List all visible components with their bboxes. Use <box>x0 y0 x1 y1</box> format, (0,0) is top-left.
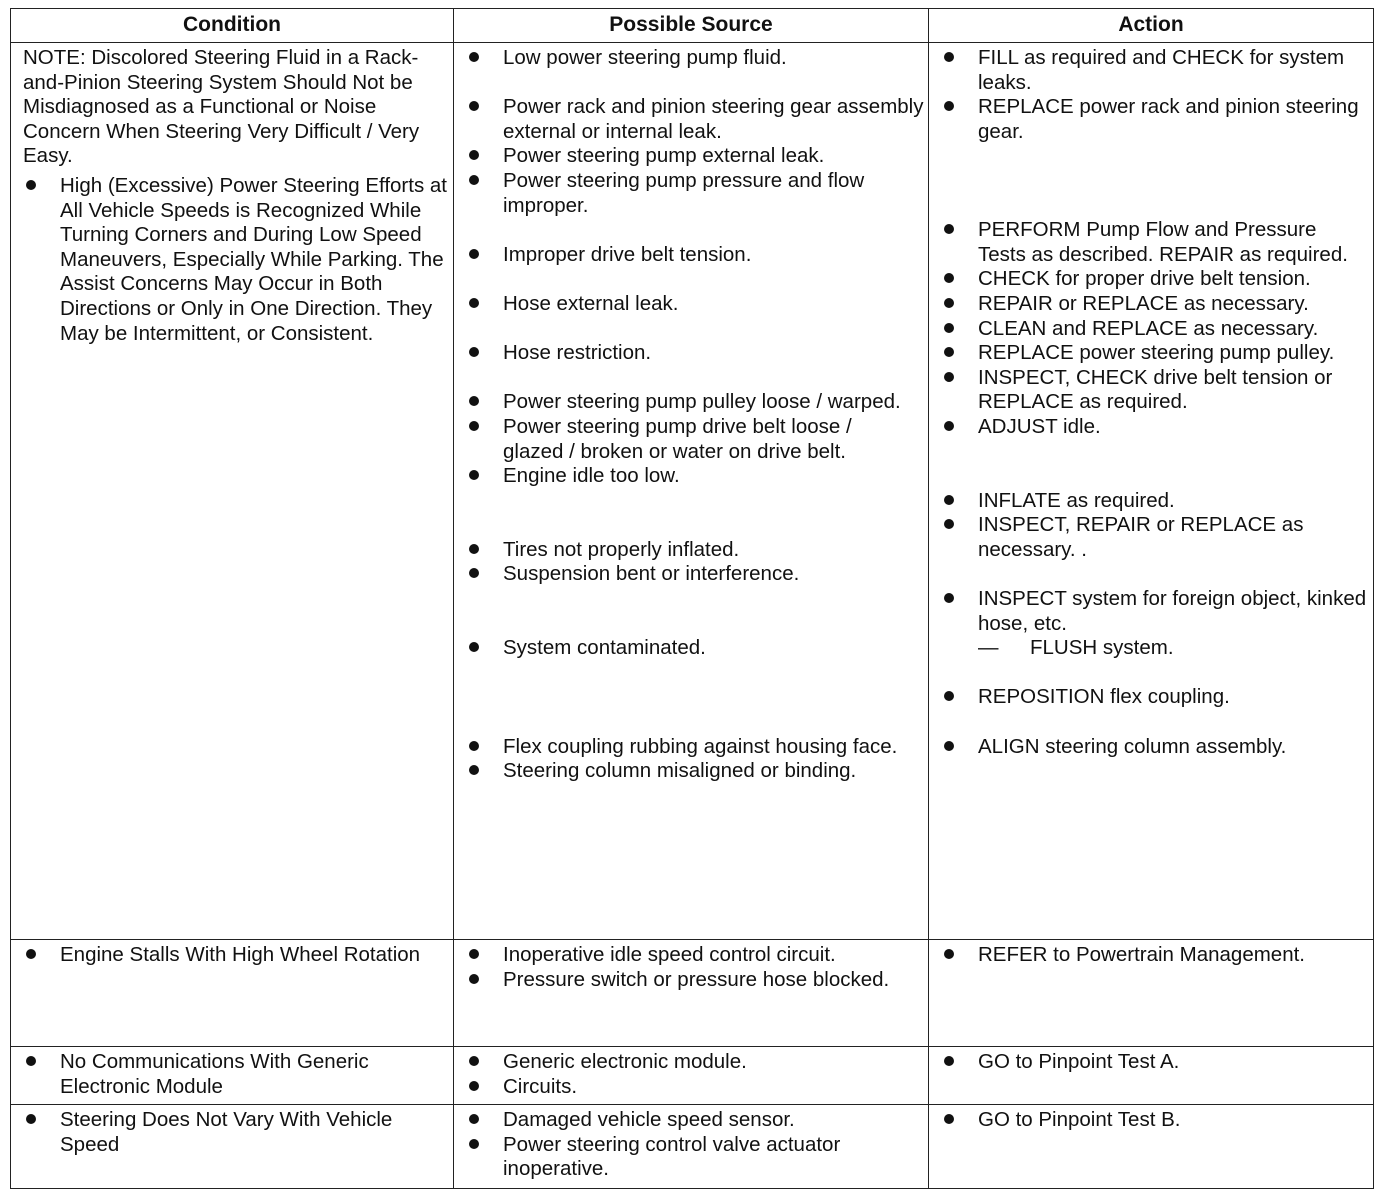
header-condition: Condition <box>11 9 454 43</box>
condition-cell <box>11 1047 454 1105</box>
diagnosis-table-page <box>10 8 1373 1189</box>
source-item <box>466 636 924 661</box>
action-item <box>941 317 1369 342</box>
header-action: Action <box>929 9 1374 43</box>
source-cell <box>454 1105 929 1189</box>
note-text: NOTE: Discolored Steering Fluid in a Rack-and-Pinion Steering System Should Not be Misdiagnosed as a Functional or Noise Concern When Steering Very Difficult / Very Easy. <box>23 46 420 168</box>
action-text: FILL as required and CHECK for system leaks. <box>978 46 1345 94</box>
action-item <box>941 513 1369 562</box>
action-item <box>941 267 1369 292</box>
source-text: Generic electronic module. <box>503 1050 747 1073</box>
action-item <box>941 1050 1369 1075</box>
condition-item <box>23 943 449 968</box>
action-item <box>941 489 1369 514</box>
source-cell <box>454 940 929 1047</box>
table-row <box>11 43 1374 940</box>
source-item <box>466 1108 924 1133</box>
action-text: REPAIR or REPLACE as necessary. <box>978 291 1309 315</box>
source-text: Suspension bent or interference. <box>503 562 800 586</box>
action-item <box>941 587 1369 636</box>
bullet-icon <box>469 1139 479 1149</box>
action-text: ALIGN steering column assembly. <box>978 734 1287 758</box>
source-text: Power steering pump drive belt loose / glazed / broken or water on drive belt. <box>503 414 852 463</box>
action-text: GO to Pinpoint Test B. <box>978 1108 1181 1131</box>
source-text: Hose restriction. <box>503 341 652 365</box>
source-text: Circuits. <box>503 1074 578 1098</box>
source-item <box>466 415 924 464</box>
action-item <box>941 1108 1369 1133</box>
source-item <box>466 46 924 71</box>
condition-text: Steering Does Not Vary With Vehicle Speed <box>60 1108 393 1156</box>
bullet-icon <box>26 1114 36 1124</box>
action-item <box>941 46 1369 95</box>
source-text: Power rack and pinion steering gear assembly external or internal leak. <box>503 95 924 143</box>
source-text: Hose external leak. <box>503 291 679 315</box>
action-text: ADJUST idle. <box>978 414 1101 438</box>
source-item <box>466 943 924 968</box>
source-item <box>466 243 924 268</box>
dash-mark: — <box>978 636 999 660</box>
action-text: REPLACE power steering pump pulley. <box>978 341 1335 365</box>
diagnosis-table <box>10 8 1374 1189</box>
action-text: REFER to Powertrain Management. <box>978 943 1305 966</box>
bullet-icon <box>944 1056 954 1066</box>
bullet-icon <box>26 1056 36 1066</box>
source-item <box>466 341 924 366</box>
source-item <box>466 1050 924 1075</box>
condition-text: High (Excessive) Power Steering Efforts at All Vehicle Speeds is Recognized While Turning Corners and During Low Speed Maneuvers, Especially While Parking. The Assist Concerns May Occur in Both Directions or Only in One Direction. They May be Intermittent, or Consistent. <box>60 173 447 345</box>
action-cell <box>929 1105 1374 1189</box>
source-text: Low power steering pump fluid. <box>503 46 787 69</box>
source-text: Flex coupling rubbing against housing face. <box>503 734 898 758</box>
action-text: INFLATE as required. <box>978 488 1175 512</box>
source-item <box>466 95 924 144</box>
source-item <box>466 1075 924 1100</box>
condition-item <box>23 1108 449 1157</box>
action-item <box>941 415 1369 440</box>
bullet-icon <box>944 519 954 529</box>
action-item <box>941 218 1369 267</box>
bullet-icon <box>944 593 954 603</box>
condition-text: Engine Stalls With High Wheel Rotation <box>60 943 421 966</box>
source-item <box>466 464 924 489</box>
condition-cell <box>11 940 454 1047</box>
table-row <box>11 1105 1374 1189</box>
bullet-icon <box>944 224 954 234</box>
bullet-icon <box>469 470 479 480</box>
source-item <box>466 144 924 169</box>
action-item <box>941 366 1369 415</box>
source-text: Pressure switch or pressure hose blocked. <box>503 967 890 991</box>
source-text: Damaged vehicle speed sensor. <box>503 1108 795 1131</box>
action-text: INSPECT, REPAIR or REPLACE as necessary. . <box>978 513 1304 561</box>
header-possible-source: Possible Source <box>454 9 929 43</box>
bullet-icon <box>469 421 479 431</box>
bullet-icon <box>469 1081 479 1091</box>
source-item <box>466 169 924 218</box>
source-text: Power steering pump pressure and flow improper. <box>503 168 865 217</box>
header-row <box>11 9 1374 43</box>
bullet-icon <box>469 150 479 160</box>
bullet-icon <box>469 544 479 554</box>
source-text: Tires not properly inflated. <box>503 537 740 561</box>
source-text: Power steering control valve actuator inoperative. <box>503 1132 841 1181</box>
source-text: Steering column misaligned or binding. <box>503 759 857 783</box>
bullet-icon <box>469 101 479 111</box>
bullet-icon <box>469 642 479 652</box>
action-text: REPOSITION flex coupling. <box>978 685 1230 709</box>
bullet-icon <box>944 495 954 505</box>
bullet-icon <box>469 1114 479 1124</box>
bullet-icon <box>469 298 479 308</box>
action-text: REPLACE power rack and pinion steering gear. <box>978 95 1359 143</box>
bullet-icon <box>469 568 479 578</box>
action-text: CHECK for proper drive belt tension. <box>978 267 1311 291</box>
bullet-icon <box>944 101 954 111</box>
bullet-icon <box>26 949 36 959</box>
condition-text: No Communications With Generic Electronic Module <box>60 1050 369 1098</box>
action-text: GO to Pinpoint Test A. <box>978 1050 1180 1073</box>
condition-cell <box>11 1105 454 1189</box>
bullet-icon <box>944 421 954 431</box>
condition-cell <box>11 43 454 940</box>
bullet-icon <box>469 52 479 62</box>
bullet-icon <box>944 273 954 283</box>
action-cell <box>929 940 1374 1047</box>
source-text: Power steering pump external leak. <box>503 144 825 168</box>
source-text: Engine idle too low. <box>503 464 680 488</box>
action-text: CLEAN and REPLACE as necessary. <box>978 316 1319 340</box>
source-item <box>466 390 924 415</box>
bullet-icon <box>469 347 479 357</box>
action-item <box>941 943 1369 968</box>
bullet-icon <box>944 691 954 701</box>
bullet-icon <box>469 765 479 775</box>
source-item <box>466 968 924 993</box>
action-text: PERFORM Pump Flow and Pressure Tests as described. REPAIR as required. <box>978 218 1348 266</box>
action-text: INSPECT system for foreign object, kinked hose, etc. <box>978 587 1367 635</box>
source-text: Improper drive belt tension. <box>503 242 752 266</box>
bullet-icon <box>469 175 479 185</box>
source-item <box>466 292 924 317</box>
action-subitem <box>941 636 1369 661</box>
bullet-icon <box>469 949 479 959</box>
source-text: Power steering pump pulley loose / warped. <box>503 390 901 414</box>
source-text: Inoperative idle speed control circuit. <box>503 943 836 966</box>
source-item <box>466 562 924 587</box>
bullet-icon <box>944 949 954 959</box>
bullet-icon <box>469 249 479 259</box>
action-text: INSPECT, CHECK drive belt tension or REPLACE as required. <box>978 365 1333 414</box>
bullet-icon <box>944 298 954 308</box>
source-item <box>466 538 924 563</box>
condition-item <box>23 1050 449 1099</box>
bullet-icon <box>944 323 954 333</box>
source-text: System contaminated. <box>503 636 706 660</box>
bullet-icon <box>469 1056 479 1066</box>
action-item <box>941 292 1369 317</box>
action-text: FLUSH system. <box>1030 636 1174 660</box>
source-item <box>466 1133 924 1182</box>
source-item <box>466 735 924 760</box>
action-item <box>941 735 1369 760</box>
bullet-icon <box>469 974 479 984</box>
table-row <box>11 1047 1374 1105</box>
action-item <box>941 95 1369 144</box>
bullet-icon <box>944 1114 954 1124</box>
table-row <box>11 940 1374 1047</box>
bullet-icon <box>26 180 36 190</box>
bullet-icon <box>469 396 479 406</box>
action-cell <box>929 43 1374 940</box>
bullet-icon <box>469 741 479 751</box>
condition-item <box>23 174 449 346</box>
action-item <box>941 685 1369 710</box>
action-cell <box>929 1047 1374 1105</box>
source-cell <box>454 43 929 940</box>
action-item <box>941 341 1369 366</box>
bullet-icon <box>944 741 954 751</box>
bullet-icon <box>944 347 954 357</box>
bullet-icon <box>944 372 954 382</box>
bullet-icon <box>944 52 954 62</box>
source-cell <box>454 1047 929 1105</box>
source-item <box>466 759 924 784</box>
